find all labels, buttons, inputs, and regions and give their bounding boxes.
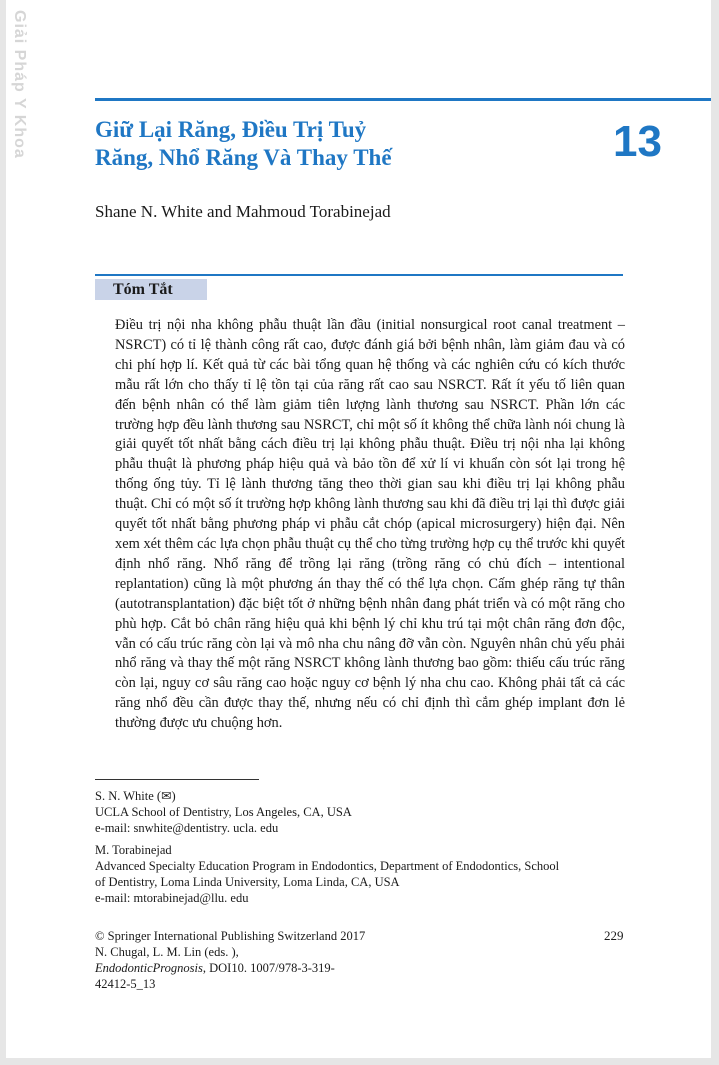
abstract-body: Điều trị nội nha không phẫu thuật lần đầu (initial nonsurgical root canal treatment – NSRCT) có tỉ lệ thành công rất cao, được đánh giá bởi bệnh nhân, làm giảm đau và có chi phí hợp lí. Kết quả từ các bài tổng quan hệ thống và các nghiên cứu có kích thước mẫu rất lớn cho thấy tỉ lệ tồn tại của răng rất cao sau NSRCT. Rất ít yếu tố liên quan đến bệnh nhân có thể làm giảm tiên lượng lành thương sau NSRCT. Phần lớn các trường hợp đều lành thương sau NSRCT, chỉ một số ít không thể chữa lành nói chung là giải quyết tốt nhất bằng cách điều trị lại không phẫu thuật. Điều trị nội nha lại không phẫu thuật là phương pháp hiệu quả và bảo tồn để xử lí vi khuẩn còn sót lại trong hệ thống ống tủy. Tỉ lệ lành thương tăng theo thời gian sau khi điều trị lại không phẫu thuật. Chỉ có một số ít trường hợp không lành thương sau khi đã điều trị lại thì được giải quyết tốt nhất bằng phương pháp vi phẫu cắt chóp (apical microsurgery) hiện đại. Nên xem xét thêm các lựa chọn phẫu thuật cụ thể cho từng trường hợp cụ thể trước khi quyết định nhổ răng. Nhổ răng để trồng lại răng (trồng răng có chủ đích – intentional replantation) cũng là một phương án thay thế có thể lựa chọn. Cấm ghép răng tự thân (autotransplantation) đặc biệt tốt ở những bệnh nhân đang phát triển và có một răng cho phù hợp. Cắt bỏ chân răng hiệu quả khi bệnh lý chỉ khu trú tại một chân răng đơn độc, vẫn có cấu trúc răng còn lại và mô nha chu nâng đỡ vẫn còn. Nguyên nhân chủ yếu phải nhổ răng và thay thế một răng NSRCT không lành thương bao gồm: thiếu cấu trúc răng còn lại, nguy cơ sâu răng cao hoặc nguy cơ bệnh lý nha chu cao. Không phải tất cả các răng nhổ đều cần được thay thế, nhưng nếu có chỉ định thì cắm ghép implant đơn lẻ thường được ưu chuộng hơn. <box>115 317 625 732</box>
editors-line: N. Chugal, L. M. Lin (eds. ), <box>95 945 239 959</box>
affiliation-address: UCLA School of Dentistry, Los Angeles, CA, USA <box>95 805 352 819</box>
abstract-label: Tóm Tắt <box>95 279 207 300</box>
chapter-title-line-2: Răng, Nhổ Răng Và Thay Thế <box>95 145 392 170</box>
side-watermark: Giải Pháp Y Khoa <box>11 10 28 159</box>
page-number: 229 <box>604 928 624 943</box>
affiliation-name: S. N. White (✉) <box>95 789 176 803</box>
book-title: EndodonticPrognosis <box>95 961 203 975</box>
doi-suffix: 42412-5_13 <box>95 977 156 991</box>
affiliation-email: e-mail: snwhite@dentistry. ucla. edu <box>95 821 279 835</box>
chapter-title <box>95 116 535 172</box>
doi-line <box>95 960 495 976</box>
chapter-number: 13 <box>613 117 662 166</box>
doi-text: , DOI10. 1007/978-3-319- <box>202 961 335 975</box>
affiliation-white <box>95 788 595 836</box>
affiliation-address: Advanced Specialty Education Program in Endodontics, Department of Endodontics, School <box>95 859 560 873</box>
affiliation-address: of Dentistry, Loma Linda University, Loma Linda, CA, USA <box>95 875 400 889</box>
authors: Shane N. White and Mahmoud Torabinejad <box>95 202 391 221</box>
affiliation-name: M. Torabinejad <box>95 843 172 857</box>
copyright-block <box>95 928 495 992</box>
copyright-line: © Springer International Publishing Switzerland 2017 <box>95 929 366 943</box>
affiliation-torabinejad <box>95 842 595 906</box>
affiliation-email: e-mail: mtorabinejad@llu. edu <box>95 891 249 905</box>
chapter-top-rule <box>95 98 711 101</box>
footnote-rule <box>95 779 259 780</box>
abstract-rule <box>95 274 623 276</box>
chapter-title-line-1: Giữ Lại Răng, Điều Trị Tuỷ <box>95 117 367 142</box>
